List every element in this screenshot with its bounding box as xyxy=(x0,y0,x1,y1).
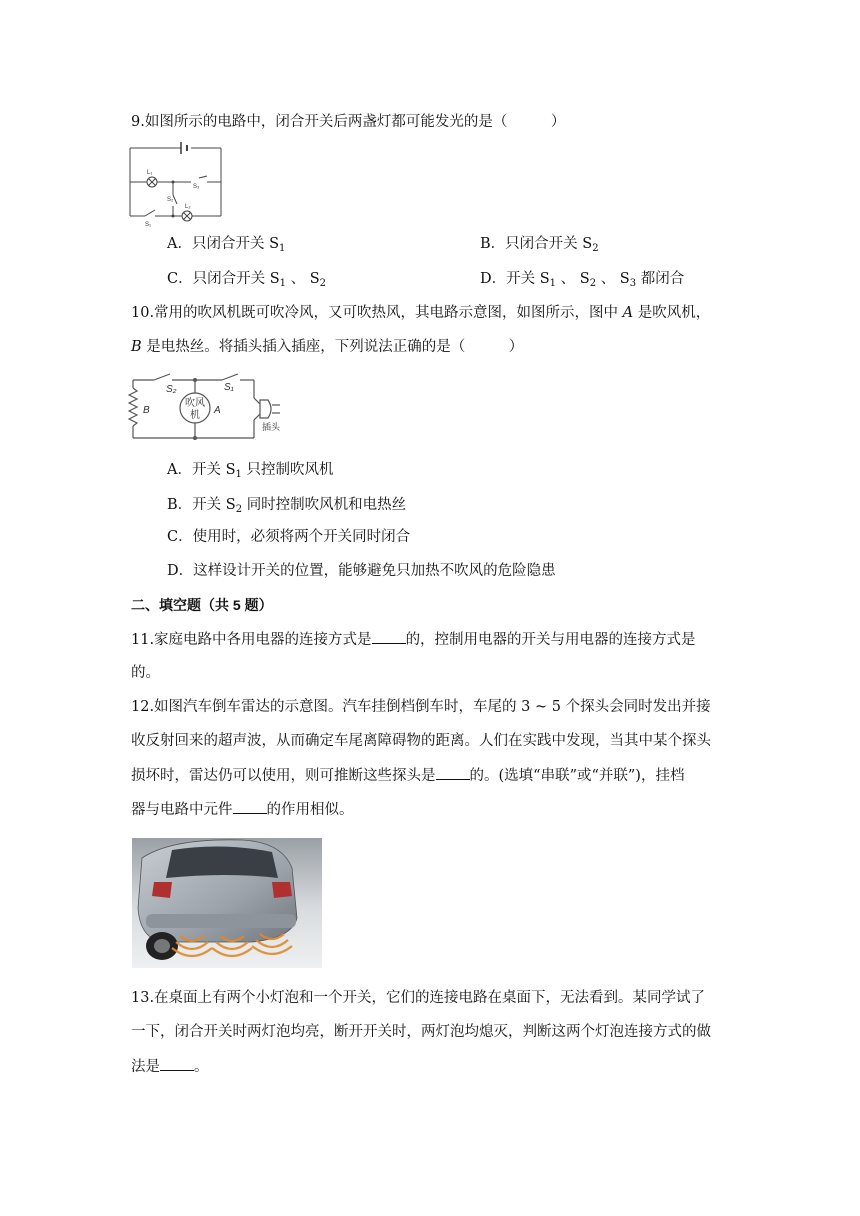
q9-option-d: D．开关 $S_1$ 、 $S_2$ 、 $S_3$ 都闭合 xyxy=(480,271,685,289)
q9-option-c: C．只闭合开关 $S_1$ 、 $S_2$ xyxy=(167,271,327,289)
q12-line3: 损坏时，雷达仍可以使用，则可推断这些探头是 的。(选填“串联”或“并联”)，挂档 xyxy=(131,765,684,786)
q13-line1: 13.在桌面上有两个小灯泡和一个开关，它们的连接电路在桌面下，无法看到。某同学试了 xyxy=(131,990,706,1006)
q12-line1: 12.如图汽车倒车雷达的示意图。汽车挂倒档倒车时，车尾的 3 ~ 5 个探头会同时发出并接 xyxy=(131,699,711,715)
lamp-L1-icon xyxy=(147,177,157,187)
q10-label-S1: S₁ xyxy=(224,382,234,393)
q10-label-A: A xyxy=(214,405,221,416)
q11-line2: 的。 xyxy=(131,665,160,681)
lamp-L2-icon xyxy=(182,211,192,221)
q12-blank-1[interactable] xyxy=(436,765,470,780)
q10-circuit-diagram xyxy=(128,368,298,448)
q9-stem: 9.如图所示的电路中，闭合开关后两盏灯都可能发光的是（ ） xyxy=(131,114,566,130)
q10-label-plug: 插头 xyxy=(262,422,281,432)
section-heading: 二、填空题（共 5 题） xyxy=(131,597,273,613)
q11-blank-1[interactable] xyxy=(372,629,406,644)
q10-option-b: B．开关 $S_2$ 同时控制吹风机和电热丝 xyxy=(167,497,407,515)
q10-fan-label-top: 吹风 xyxy=(185,398,205,409)
q10-option-d: D．这样设计开关的位置，能够避免只加热不吹风的危险隐患 xyxy=(167,563,556,579)
q9-circuit-diagram xyxy=(127,140,227,230)
q13-line2: 一下，闭合开关时两灯泡均亮，断开开关时，两灯泡均熄灭，判断这两个灯泡连接方式的做 xyxy=(131,1024,711,1040)
q10-fan-label-bottom: 机 xyxy=(190,410,200,421)
q10-stem-line1: 10.常用的吹风机既可吹冷风，又可吹热风，其电路示意图，如图所示，图中 A 是吹风机， xyxy=(131,305,711,321)
q13-blank-1[interactable] xyxy=(160,1056,194,1071)
plug-icon xyxy=(260,400,280,418)
q10-stem-line2: B 是电热丝。将插头插入插座，下列说法正确的是（ ） xyxy=(131,339,524,355)
q9-label-S2: S₂ xyxy=(167,197,174,203)
q9-label-L1: L₁ xyxy=(147,170,153,176)
q12-line4: 器与电路中元件 的作用相似。 xyxy=(131,799,354,820)
q9-option-b: B．只闭合开关 $S_2$ xyxy=(480,236,599,254)
q9-option-a: A．只闭合开关 $S_1$ xyxy=(167,236,286,254)
q10-label-S2: S₂ xyxy=(166,384,177,395)
q9-label-S1: S₁ xyxy=(145,222,152,228)
q9-label-L2: L₂ xyxy=(185,204,191,210)
q12-line2: 收反射回来的超声波，从而确定车尾离障碍物的距离。人们在实践中发现，当其中某个探头 xyxy=(131,733,711,749)
q10-option-a: A．开关 $S_1$ 只控制吹风机 xyxy=(167,462,334,480)
q10-label-B: B xyxy=(143,405,150,416)
q13-line3: 法是 。 xyxy=(131,1056,209,1077)
q10-option-c: C．使用时，必须将两个开关同时闭合 xyxy=(167,529,411,545)
car-parking-radar-image xyxy=(132,838,322,968)
q9-label-S3: S₃ xyxy=(193,184,200,190)
q12-blank-2[interactable] xyxy=(233,799,267,814)
q11-line1: 11.家庭电路中各用电器的连接方式是 的，控制用电器的开关与用电器的连接方式是 xyxy=(131,629,696,650)
